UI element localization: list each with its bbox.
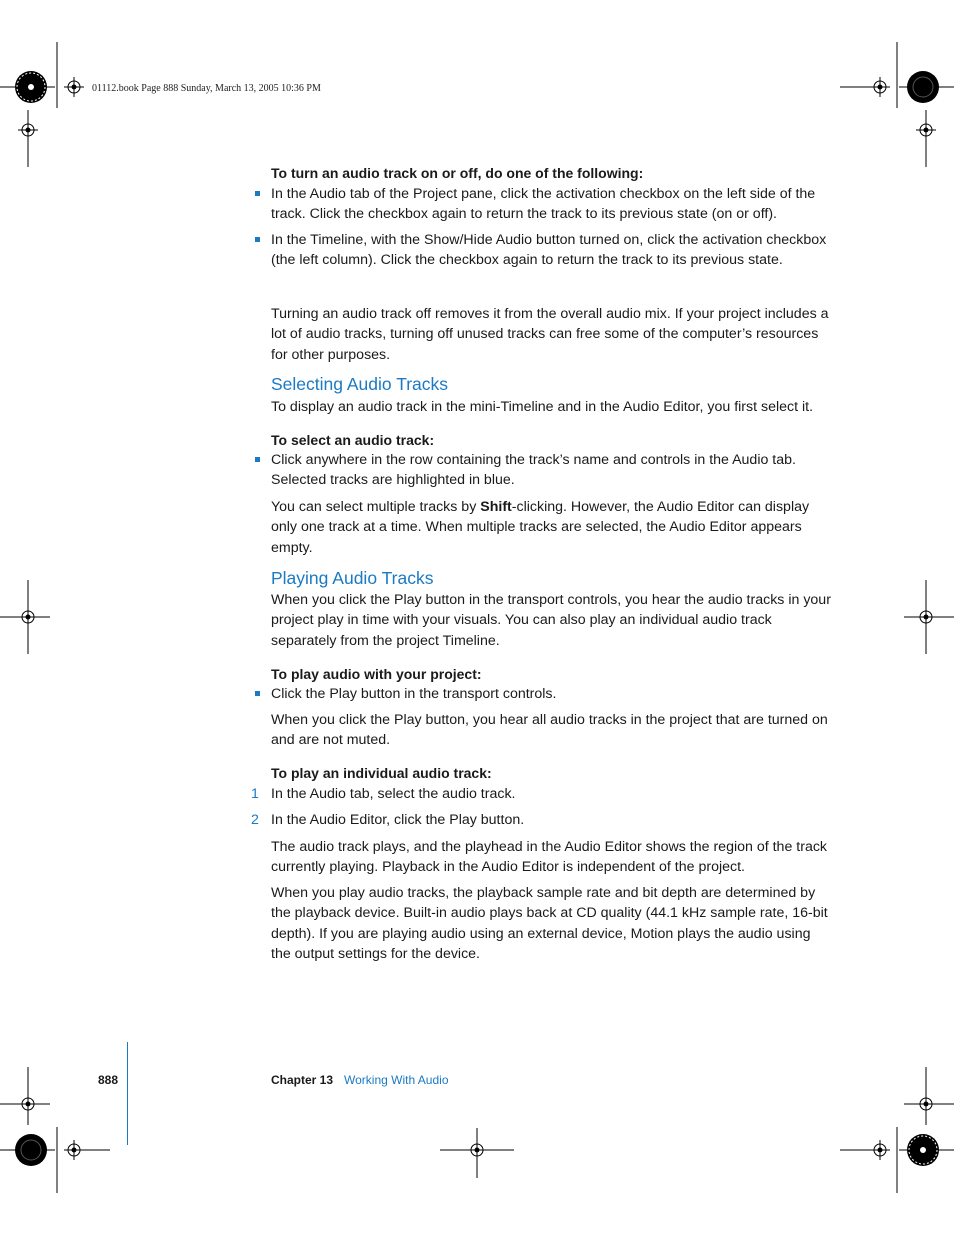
bullet-icon — [255, 457, 260, 462]
body-paragraph: You can select multiple tracks by Shift-clicking. However, the Audio Editor can display only one track at a time. When multiple tracks are selected, the Audio Editor appears empty. — [271, 499, 810, 556]
section-heading-playing: Playing Audio Tracks — [271, 568, 434, 588]
key-name: Shift — [480, 499, 512, 515]
list-item: In the Timeline, with the Show/Hide Audio button turned on, click the activation checkbox (the left column). Click the checkbox again to return the track to its previous state. — [271, 230, 831, 271]
chapter-label: Chapter 13 — [271, 1073, 334, 1087]
procedure-lead-play-track: To play an individual audio track: — [271, 765, 492, 781]
bullet-icon — [255, 237, 260, 242]
step-number: 2 — [251, 812, 259, 828]
section-heading-selecting: Selecting Audio Tracks — [271, 374, 449, 394]
body-paragraph: When you click the Play button, you hear all audio tracks in the project that are turned on and are not muted. — [271, 712, 828, 749]
body-paragraph: The audio track plays, and the playhead in the Audio Editor shows the region of the track currently playing. Playback in the Audio Editor is independent of the project. — [271, 839, 828, 876]
step-item: 1 In the Audio tab, select the audio track. — [271, 784, 831, 804]
procedure-lead-play-project: To play audio with your project: — [271, 666, 482, 682]
list-item: Click anywhere in the row containing the track’s name and controls in the Audio tab. Selected tracks are highlighted in blue. — [271, 450, 831, 491]
procedure-lead-select: To select an audio track: — [271, 432, 435, 448]
bullet-icon — [255, 691, 260, 696]
step-number: 1 — [251, 786, 259, 802]
bullet-icon — [255, 191, 260, 196]
list-item: In the Audio tab of the Project pane, click the activation checkbox on the left side of the track. Click the checkbox again to return the track to its previous state (on or off). — [271, 184, 831, 225]
chapter-title-link[interactable]: Working With Audio — [344, 1073, 449, 1087]
list-item: Click the Play button in the transport controls. — [271, 684, 831, 704]
body-paragraph: When you play audio tracks, the playback sample rate and bit depth are determined by the playback device. Built-in audio plays back at CD quality (44.1 kHz sample rate, 16-bit depth). If you are playing audio using an external device, Motion plays the audio using the output settings for the device. — [271, 885, 828, 962]
page-number: 888 — [98, 1073, 119, 1087]
printer-slug: 01112.book Page 888 Sunday, March 13, 2005 10:36 PM — [92, 83, 321, 94]
procedure-lead-onoff: To turn an audio track on or off, do one of the following: — [271, 165, 644, 181]
section-intro: To display an audio track in the mini-Timeline and in the Audio Editor, you first select it. — [271, 399, 814, 415]
footer-divider — [127, 1042, 128, 1145]
step-item: 2 In the Audio Editor, click the Play button. — [271, 810, 831, 830]
section-intro: When you click the Play button in the transport controls, you hear the audio tracks in your project play in time with your visuals. You can also play an individual audio track separately from the project Timeline. — [271, 592, 831, 649]
body-paragraph: Turning an audio track off removes it from the overall audio mix. If your project includes a lot of audio tracks, turning off unused tracks can free some of the computer’s resources for other purposes. — [271, 306, 829, 363]
